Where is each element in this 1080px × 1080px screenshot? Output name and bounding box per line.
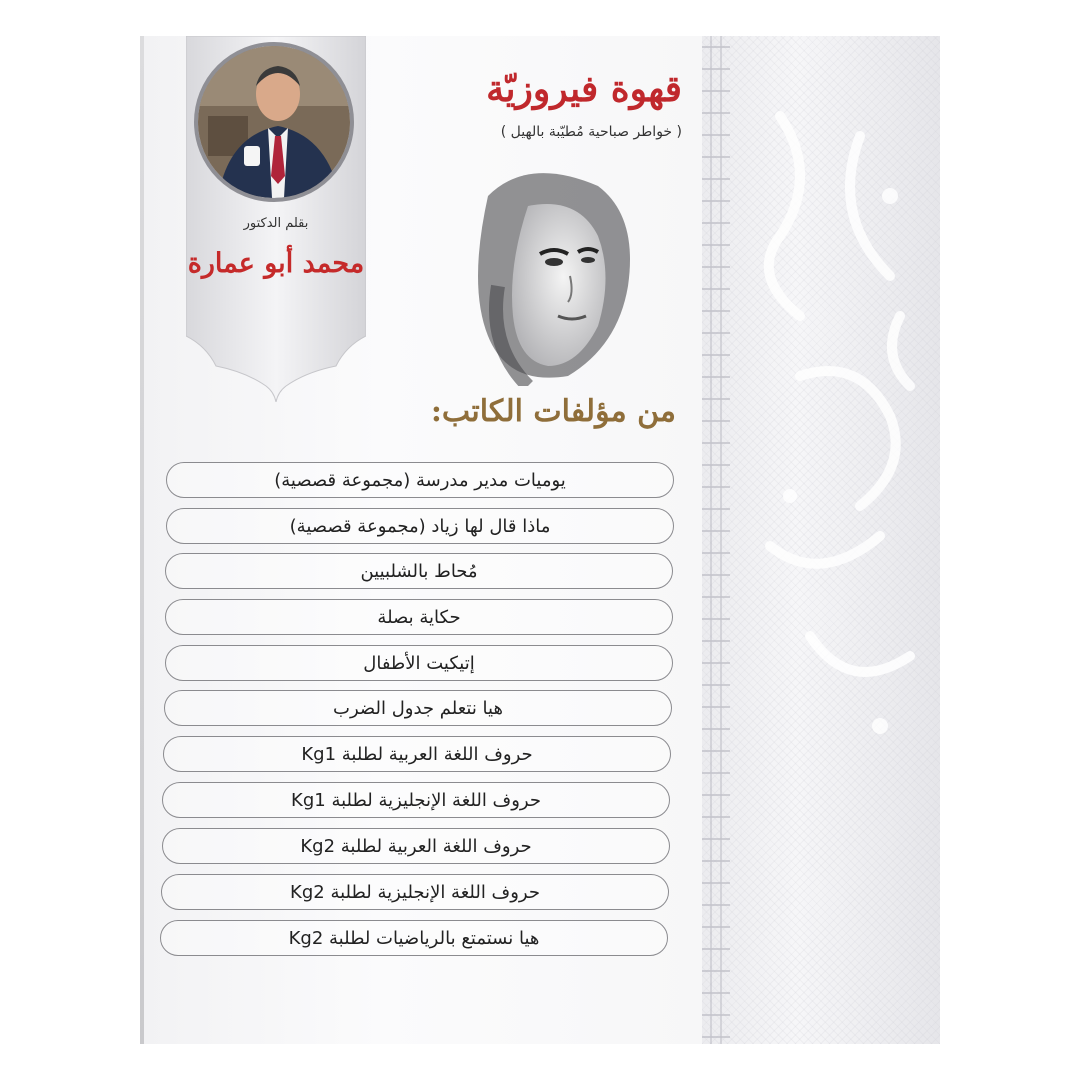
- book-item: حروف اللغة العربية لطلبة Kg2: [162, 828, 670, 864]
- book-item: مُحاط بالشلبيين: [165, 553, 673, 589]
- greek-key-border: [702, 36, 730, 1044]
- book-title: قهوة فيروزيّة: [486, 68, 682, 110]
- book-item: حكاية بصلة: [165, 599, 673, 635]
- book-item: هيا نتعلم جدول الضرب: [164, 690, 672, 726]
- book-item: إتيكيت الأطفال: [165, 645, 673, 681]
- books-heading: من مؤلفات الكاتب:: [430, 394, 676, 429]
- book-item: حروف اللغة الإنجليزية لطلبة Kg1: [162, 782, 670, 818]
- author-photo: [194, 42, 354, 202]
- book-subtitle: ( خواطر صباحية مُطيّبة بالهيل ): [500, 124, 682, 140]
- ghost-calligraphy-decoration: [740, 76, 940, 796]
- book-item: يوميات مدير مدرسة (مجموعة قصصية): [166, 462, 674, 498]
- author-panel: [186, 36, 366, 402]
- book-item: حروف اللغة الإنجليزية لطلبة Kg2: [161, 874, 669, 910]
- byline: بقلم الدكتور: [243, 216, 309, 231]
- author-name: محمد أبو عمارة: [187, 248, 365, 279]
- book-back-cover: [140, 36, 940, 1044]
- portrait-illustration: [458, 166, 668, 386]
- book-item: هيا نستمتع بالرياضيات لطلبة Kg2: [160, 920, 668, 956]
- cover-edge: [140, 36, 144, 1044]
- book-item: حروف اللغة العربية لطلبة Kg1: [163, 736, 671, 772]
- book-item: ماذا قال لها زياد (مجموعة قصصية): [166, 508, 674, 544]
